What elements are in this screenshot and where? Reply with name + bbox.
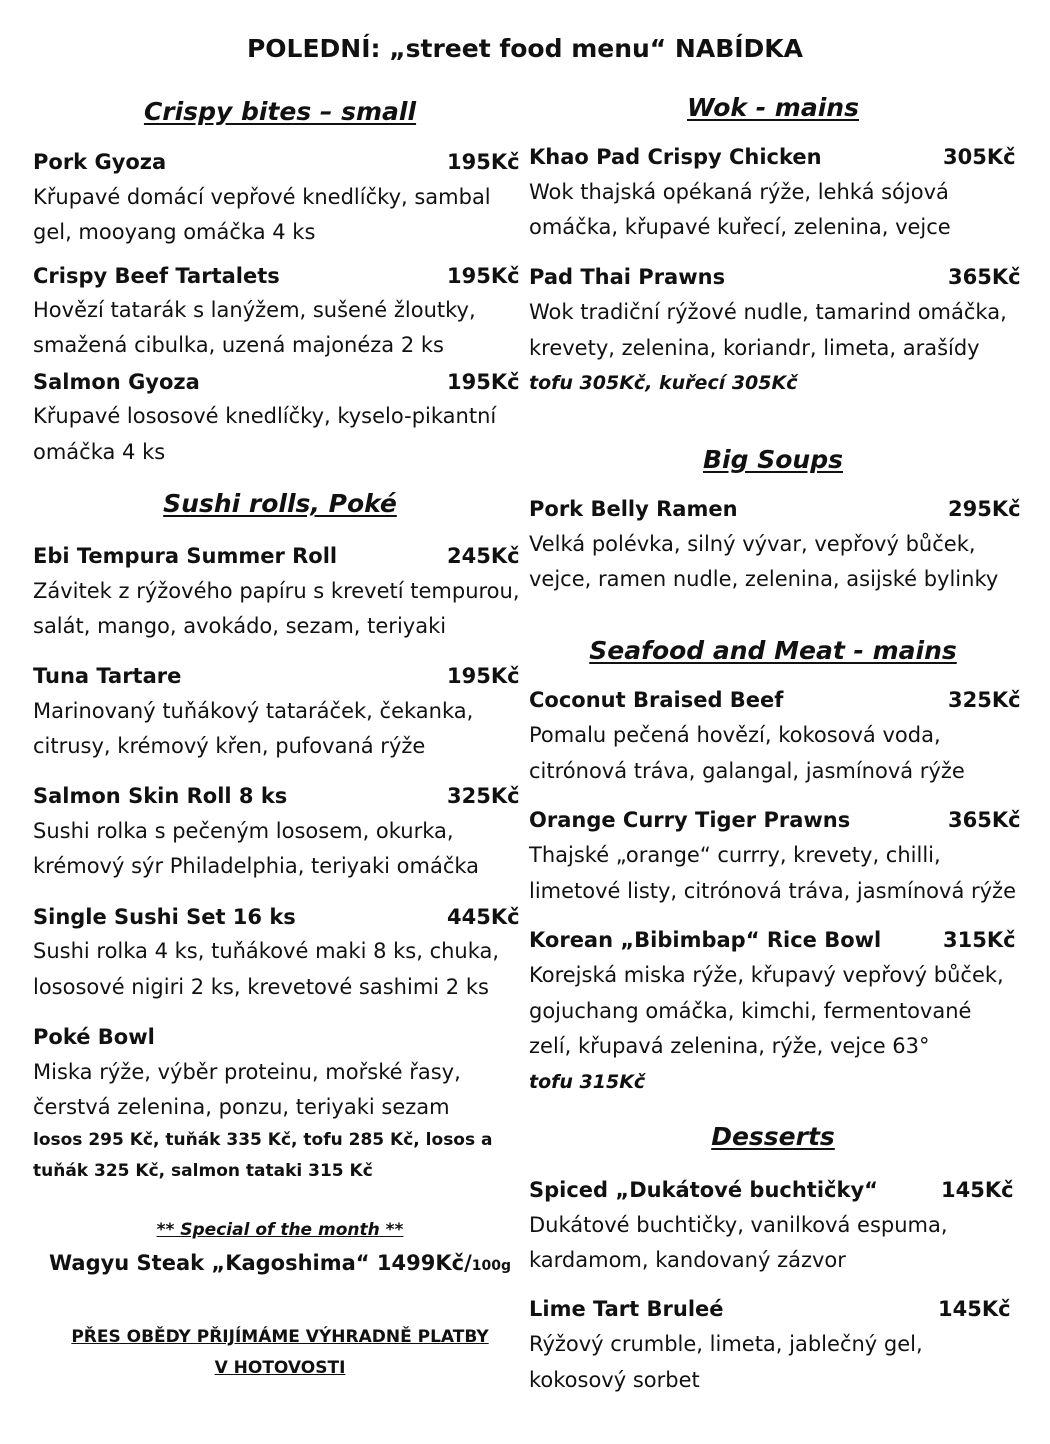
item-description: citrónová tráva, galangal, jasmínová rýže — [529, 759, 965, 783]
item-extra-options: tofu 315Kč — [529, 1071, 646, 1093]
item-price: 305Kč — [943, 145, 1016, 169]
item-name: Orange Curry Tiger Prawns — [529, 808, 851, 832]
poke-options: losos 295 Kč, tuňák 335 Kč, tofu 285 Kč, losos a — [33, 1130, 493, 1150]
item-description: omáčka 4 ks — [33, 440, 166, 464]
item-price: 325Kč — [447, 784, 520, 808]
item-description: Závitek z rýžového papíru s krevetí tempurou, — [33, 579, 520, 603]
item-description: gojuchang omáčka, kimchi, fermentované — [529, 999, 972, 1023]
stars-right: ** — [385, 1220, 404, 1240]
notice-line: PŘES OBĚDY PŘIJÍMÁME VÝHRADNĚ PLATBY — [71, 1327, 489, 1347]
special-item — [30, 1251, 530, 1275]
item-name: Spiced „Dukátové buchtičky“ — [529, 1178, 878, 1202]
special-item-unit: 100g — [471, 1258, 512, 1274]
item-name: Coconut Braised Beef — [529, 688, 784, 712]
special-item-text: Wagyu Steak „Kagoshima“ 1499Kč/ — [48, 1251, 472, 1275]
item-description: Sushi rolka 4 ks, tuňákové maki 8 ks, chuka, — [33, 939, 500, 963]
item-description: Rýžový crumble, limeta, jablečný gel, — [529, 1332, 923, 1356]
item-name: Pad Thai Prawns — [529, 265, 726, 289]
item-description: Hovězí tatarák s lanýžem, sušené žloutky, — [33, 298, 476, 322]
item-description: Miska rýže, výběr proteinu, mořské řasy, — [33, 1060, 461, 1084]
item-description: kardamom, kandovaný zázvor — [529, 1248, 846, 1272]
item-name: Lime Tart Bruleé — [529, 1297, 724, 1321]
item-price: 145Kč — [938, 1297, 1011, 1321]
item-description: Thajské „orange“ currry, krevety, chilli, — [529, 843, 941, 867]
item-name: Salmon Gyoza — [33, 370, 200, 394]
item-name: Tuna Tartare — [33, 664, 182, 688]
stars-left: ** — [156, 1220, 175, 1240]
item-price: 245Kč — [447, 544, 520, 568]
item-description: Marinovaný tuňákový tataráček, čekanka, — [33, 699, 474, 723]
item-price: 295Kč — [948, 497, 1021, 521]
item-name: Salmon Skin Roll 8 ks — [33, 784, 288, 808]
item-description: zelí, křupavá zelenina, rýže, vejce 63° — [529, 1034, 930, 1058]
item-description: krevety, zelenina, koriandr, limeta, arašídy — [529, 336, 980, 360]
item-description: krémový sýr Philadelphia, teriyaki omáčka — [33, 854, 480, 878]
special-label-text: Special of the month — [180, 1220, 380, 1240]
cash-only-notice — [30, 1322, 530, 1384]
item-description: kokosový sorbet — [529, 1368, 700, 1392]
section-heading-desserts: Desserts — [711, 1122, 835, 1151]
item-price: 445Kč — [447, 905, 520, 929]
special-of-month-label — [30, 1220, 530, 1240]
page-title: POLEDNÍ: „street food menu“ NABÍDKA — [246, 34, 804, 63]
item-description: limetové listy, citrónová tráva, jasmínová rýže — [529, 879, 1016, 903]
item-extra-options: tofu 305Kč, kuřecí 305Kč — [529, 372, 798, 394]
item-description: citrusy, krémový křen, pufovaná rýže — [33, 734, 426, 758]
item-name: Crispy Beef Tartalets — [33, 264, 280, 288]
item-description: lososové nigiri 2 ks, krevetové sashimi 2 ks — [33, 975, 489, 999]
item-description: vejce, ramen nudle, zelenina, asijské bylinky — [529, 567, 999, 591]
item-name: Khao Pad Crispy Chicken — [529, 145, 822, 169]
item-description: Pomalu pečená hovězí, kokosová voda, — [529, 723, 941, 747]
item-name: Pork Belly Ramen — [529, 497, 738, 521]
item-description: Sushi rolka s pečeným lososem, okurka, — [33, 819, 454, 843]
item-price: 315Kč — [943, 928, 1016, 952]
item-description: salát, mango, avokádo, sezam, teriyaki — [33, 614, 447, 638]
poke-options: tuňák 325 Kč, salmon tataki 315 Kč — [33, 1161, 373, 1181]
item-price: 195Kč — [447, 150, 520, 174]
item-description: čerstvá zelenina, ponzu, teriyaki sezam — [33, 1095, 450, 1119]
item-price: 145Kč — [941, 1178, 1014, 1202]
item-price: 365Kč — [948, 808, 1021, 832]
section-heading-soups: Big Soups — [703, 445, 843, 474]
item-description: Dukátové buchtičky, vanilková espuma, — [529, 1213, 948, 1237]
item-description: Wok tradiční rýžové nudle, tamarind omáčka, — [529, 300, 1007, 324]
notice-line: V HOTOVOSTI — [214, 1358, 346, 1378]
item-description: Křupavé domácí vepřové knedlíčky, sambal — [33, 185, 491, 209]
item-price: 325Kč — [948, 688, 1021, 712]
item-description: Velká polévka, silný vývar, vepřový bůček, — [529, 532, 976, 556]
section-heading-crispy: Crispy bites – small — [143, 97, 417, 126]
item-name: Pork Gyoza — [33, 150, 167, 174]
item-description: gel, mooyang omáčka 4 ks — [33, 220, 316, 244]
item-name: Korean „Bibimbap“ Rice Bowl — [529, 928, 882, 952]
item-price: 195Kč — [447, 264, 520, 288]
section-heading-wok: Wok - mains — [687, 93, 859, 122]
item-name: Ebi Tempura Summer Roll — [33, 544, 338, 568]
item-name: Single Sushi Set 16 ks — [33, 905, 296, 929]
item-name: Poké Bowl — [33, 1025, 155, 1049]
item-price: 195Kč — [447, 370, 520, 394]
item-description: Korejská miska rýže, křupavý vepřový bůček, — [529, 963, 1004, 987]
item-description: Křupavé lososové knedlíčky, kyselo-pikantní — [33, 404, 497, 428]
item-description: smažená cibulka, uzená majonéza 2 ks — [33, 333, 444, 357]
item-price: 195Kč — [447, 664, 520, 688]
item-price: 365Kč — [948, 265, 1021, 289]
section-heading-seafood: Seafood and Meat - mains — [589, 636, 957, 665]
section-heading-sushi: Sushi rolls, Poké — [163, 489, 397, 518]
item-description: Wok thajská opékaná rýže, lehká sójová — [529, 180, 949, 204]
item-description: omáčka, křupavé kuřecí, zelenina, vejce — [529, 215, 951, 239]
